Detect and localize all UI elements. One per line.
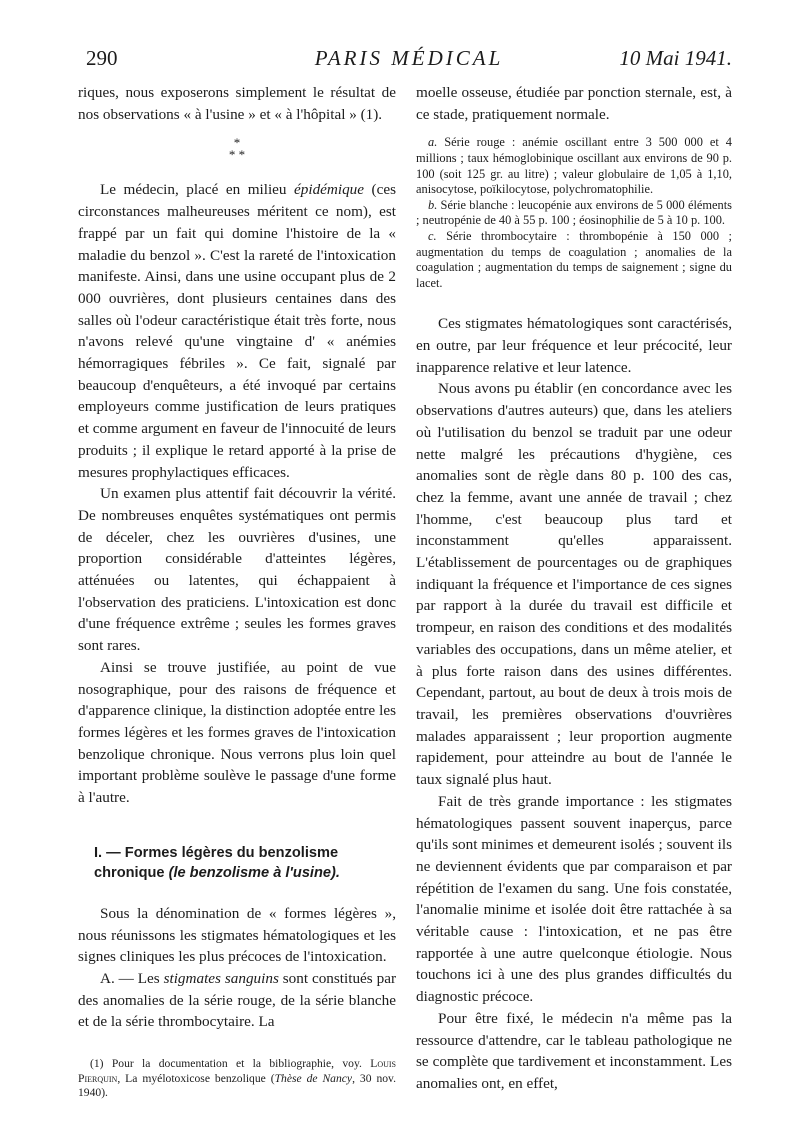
list-item: b. Série blanche : leucopénie aux environs de 5 000 éléments ; neutropénie de 40 à 55 p. 100 ; éosinophilie de 5 à 10 p. 100. xyxy=(416,197,732,228)
paragraph: Un examen plus attentif fait découvrir la vérité. De nombreuses enquêtes systématiques ont permis de déceler, chez les ouvrières d'usines, une proportion considérable d'atteintes légères, atténuées ou latentes, qui échappaient à l'observation des praticiens. L'intoxication est donc d'une fréquence extrême ; seules les formes graves sont rares. xyxy=(78,485,396,655)
list-item: c. Série thrombocytaire : thrombopénie à 150 000 ; augmentation du temps de coagulation ; anomalies de la coagulation ; augmentation du temps de saignement ; signe du lacet. xyxy=(416,228,732,290)
journal-title: PARIS MÉDICAL xyxy=(314,46,504,70)
section-heading: I. — Formes légères du benzolisme chronique (le benzolisme à l'usine). xyxy=(94,844,340,881)
page-number: 290 xyxy=(86,46,118,70)
paragraph: Ces stigmates hématologiques sont caractérisés, en outre, par leur fréquence et leur précocité, leur inapparence relative et leur latence. xyxy=(416,315,732,376)
paragraph: Ainsi se trouve justifiée, au point de vue nosographique, pour des raisons de fréquence et d'apparence clinique, la distinction adoptée entre les formes légères et les formes graves de l'intoxication benzolique chronique. Nous verrons plus loin quel important problème soulève le passage d'une forme à l'autre. xyxy=(78,658,396,807)
left-column xyxy=(78,82,396,1101)
paragraph: Nous avons pu établir (en concordance avec les observations d'autres auteurs) que, dans les ateliers où l'utilisation du benzol se traduit par une odeur nette malgré les précautions d'hygiène, ces anomalies sont de règle dans 80 p. 100 des cas, chez la femme, avant une année de travail ; chez l'homme, c'est beaucoup plus tard et inconstamment qu'elles apparaissent. L'établissement de pourcentages ou de graphiques indiquant la fréquence et l'importance de ces signes par rapport à la durée du travail est difficile et trompeur, en raison des conditions et des modalités variables des occupations, dans un même atelier, et à plus forte raison dans des usines différentes. Cependant, partout, au bout de deux à trois mois de travail, les premières observations d'ouvrières malades apparaissent ; leur proportion augmente rapidement, pour atteindre au bout de l'année le taux signalé plus haut. xyxy=(416,380,732,789)
list-item: a. Série rouge : anémie oscillant entre 3 500 000 et 4 millions ; taux hémoglobinique oscillant aux environs de 90 p. 100 (soit 125 gr. au litre) ; valeur globulaire de 1,05 à 1,10, anisocytose, poïkilocytose, polychromatophilie. xyxy=(416,135,732,197)
asterism-separator xyxy=(78,137,396,161)
footnote: (1) Pour la documentation et la bibliographie, voy. Louis Pierquin, La myélotoxicose benzolique (Thèse de Nancy, 30 nov. 1940). xyxy=(78,1057,396,1100)
paragraph: riques, nous exposerons simplement le résultat de nos observations « à l'usine » et « à l'hôpital » (1). xyxy=(78,84,396,123)
right-column xyxy=(416,82,732,1095)
asterism-bottom: * * xyxy=(228,147,246,163)
running-header xyxy=(86,46,732,76)
paragraph: moelle osseuse, étudiée par ponction sternale, est, à ce stade, pratiquement normale. xyxy=(416,84,732,123)
paragraph: A. — Les stigmates sanguins sont constitués par des anomalies de la série rouge, de la série blanche et de la série thrombocytaire. La xyxy=(78,969,396,1031)
paragraph: Le médecin, placé en milieu épidémique (ces circonstances malheureuses méritent ce nom), est frappé par un fait qui domine l'histoire de la « maladie du benzol ». C'est la rareté de l'intoxication manifeste. Ainsi, dans une usine occupant plus de 2 000 ouvrières, dont plusieurs centaines dans des salles où l'odeur caractéristique était très forte, nous n'avons relevé qu'une vingtaine d' « anémies hémorragiques fébriles ». Ce fait, signalé par beaucoup d'enquêteurs, a été invoqué par certains employeurs comme justification de leurs pratiques et comme argument en faveur de l'innocuité de leurs produits ; il explique le retard apporté à la prise de mesures prophylactiques efficaces. xyxy=(78,181,396,481)
asterism-top: * xyxy=(233,135,241,151)
issue-date: 10 Mai 1941. xyxy=(619,46,732,70)
paragraph: Fait de très grande importance : les stigmates hématologiques passent souvent inaperçus, parce qu'ils sont minimes et demeurent isolés ; souvent ils ne deviennent évidents que par comparaison et par répétition de l'examen du sang. Une fois constatée, l'anomalie minime et isolée doit être rattachée à sa véritable cause : l'intoxication, et ne pas être rapportée à une autre quelconque étiologie. Nous touchons ici à une des plus grandes difficultés du diagnostic précoce. xyxy=(416,792,732,1006)
hematology-list xyxy=(416,135,732,291)
paragraph: Pour être fixé, le médecin n'a même pas la ressource d'attendre, car le tableau pathologique ne se complète que tardivement et inconstamment. Les anomalies ont, en effet, xyxy=(416,1009,732,1092)
paragraph: Sous la dénomination de « formes légères », nous réunissons les stigmates hématologiques et les signes cliniques les plus précoces de l'intoxication. xyxy=(78,904,396,966)
